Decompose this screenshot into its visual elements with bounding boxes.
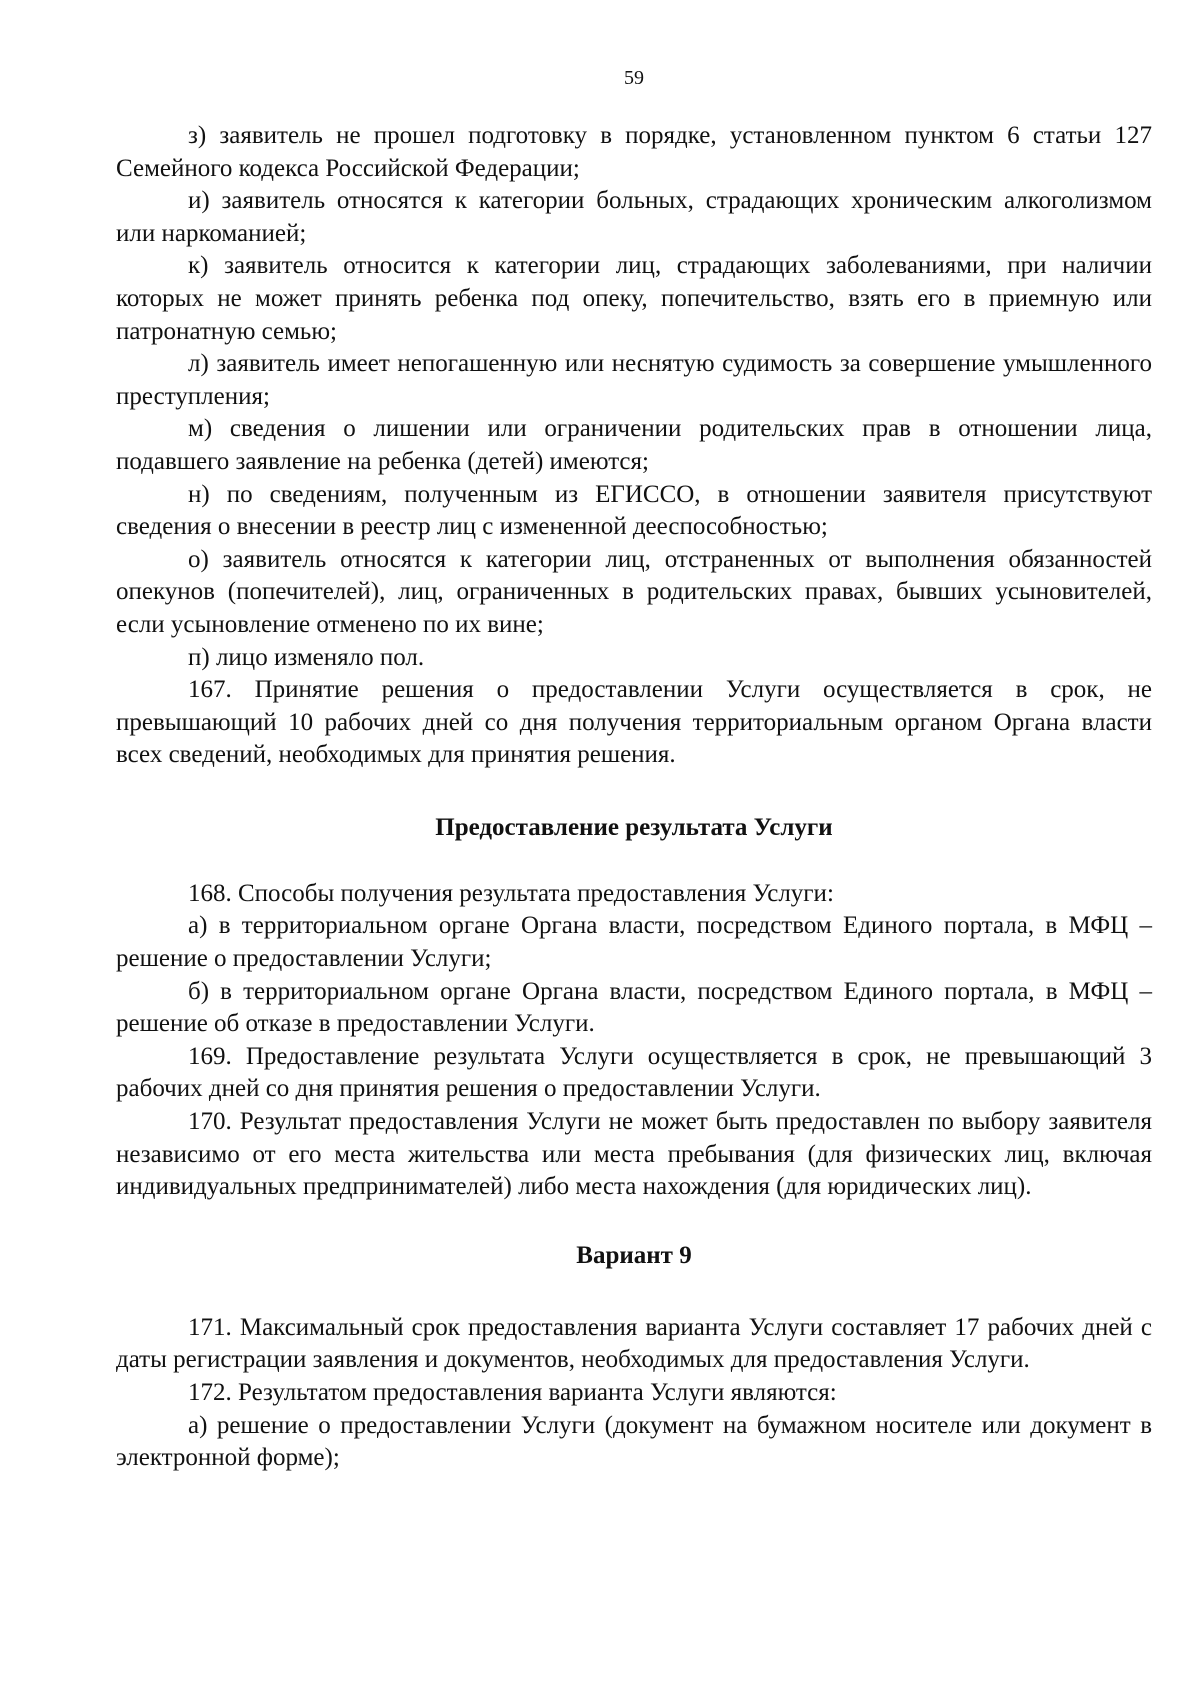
paragraph-172: 172. Результатом предоставления варианта Услуги являются: xyxy=(188,1379,837,1406)
section-heading-result: Предоставление результата Услуги xyxy=(435,813,833,841)
paragraph-item-p: п) лицо изменяло пол. xyxy=(188,643,425,671)
paragraph-168-b: б) в территориальном органе Органа власти, посредством Единого портала, в МФЦ – решение об отказе в предоставлении Услуги. xyxy=(116,977,1152,1038)
paragraph-168: 168. Способы получения результата предоставления Услуги: xyxy=(188,879,834,907)
paragraph-171: 171. Максимальный срок предоставления варианта Услуги составляет 17 рабочих дней с даты регистрации заявления и документов, необходимых для предоставления Услуги. xyxy=(116,1313,1152,1374)
paragraph-item-i: и) заявитель относятся к категории больных, страдающих хроническим алкоголизмом или наркоманией; xyxy=(116,187,1152,247)
paragraph-172-a: а) решение о предоставлении Услуги (документ на бумажном носителе или документ в электронной форме); xyxy=(116,1411,1152,1472)
paragraph-168-a: а) в территориальном органе Органа власти, посредством Единого портала, в МФЦ – решение о предоставлении Услуги; xyxy=(116,912,1152,973)
section-heading-variant-9: Вариант 9 xyxy=(576,1241,692,1269)
paragraph-item-z: з) заявитель не прошел подготовку в порядке, установленном пунктом 6 статьи 127 Семейного кодекса Российской Федерации; xyxy=(116,122,1152,182)
paragraph-169: 169. Предоставление результата Услуги осуществляется в срок, не превышающий 3 рабочих дней со дня принятия решения о предоставлении Услуги. xyxy=(116,1042,1152,1103)
paragraph-167: 167. Принятие решения о предоставлении Услуги осуществляется в срок, не превышающий 10 рабочих дней со дня получения территориальным органом Органа власти всех сведений, необходимых для принятия решения. xyxy=(116,676,1152,769)
document-body xyxy=(116,120,1152,1475)
paragraph-item-k: к) заявитель относится к категории лиц, страдающих заболеваниями, при наличии которых не может принять ребенка под опеку, попечительство, взять его в приемную или патронатную семью; xyxy=(116,252,1152,345)
paragraph-item-n: н) по сведениям, полученным из ЕГИССО, в отношении заявителя присутствуют сведения о внесении в реестр лиц с измененной дееспособностью; xyxy=(116,480,1152,541)
paragraph-item-l: л) заявитель имеет непогашенную или неснятую судимость за совершение умышленного преступления; xyxy=(116,350,1152,410)
page-number: 59 xyxy=(624,67,644,89)
paragraph-item-m: м) сведения о лишении или ограничении родительских прав в отношении лица, подавшего заявление на ребенка (детей) имеются; xyxy=(116,415,1152,475)
paragraph-170: 170. Результат предоставления Услуги не может быть предоставлен по выбору заявителя независимо от его места жительства или места пребывания (для физических лиц, включая индивидуальных предпринимателей) либо места нахождения (для юридических лиц). xyxy=(116,1108,1152,1201)
paragraph-item-o: о) заявитель относятся к категории лиц, отстраненных от выполнения обязанностей опекунов (попечителей), лиц, ограниченных в родительских правах, бывших усыновителей, если усыновление отменено по их вине; xyxy=(116,545,1152,638)
